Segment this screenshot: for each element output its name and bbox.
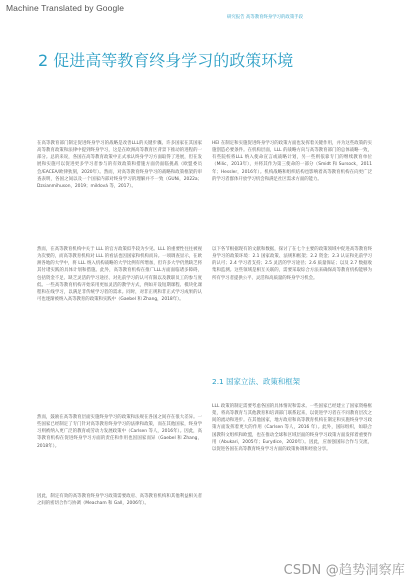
running-head: 研究报告 高等教育终身学习的政策手段 bbox=[226, 15, 303, 20]
body-paragraph-7: 因此，制定有效的高等教育终身学习政策需要政府、高等教育机构和其他利益相关者之间的密切合作与协调（Meacham 和 Gall，2006年）。 bbox=[37, 494, 202, 507]
csdn-watermark: CSDN @趋势洞察库 bbox=[283, 563, 405, 578]
body-paragraph-6: LLL 政策的制定需要考虑各国的具体情况和需求。一些国家已经建立了国家资格框架，将高等教育与其他教育和培训部门联系起来，以促进学习者在不同教育层次之间的流动和进步。在其他国家，地方政府和高等教育机构在制定和实施终身学习政策方面发挥着更大的作用（Carlsen 等人，2016 年）。此外，国际组织，如联合国教科文组织和欧盟，也在推动全球和区域层面的终身学习政策方面发挥着重要作用（Abukari，2005年；Eurydice，2020年）。因此，应加强国际合作与交流，以促进各国在高等教育终身学习方面的政策协调和经验分享。 bbox=[212, 404, 372, 452]
page-title: 2 促进高等教育终身学习的政策环境 bbox=[38, 50, 294, 70]
body-paragraph-2: HEI 在制定和实施促进终身学习的政策方面也发挥着关键作用，并为这些政策的实施创造必要条件。在机构层面，LLL 的战略方向与高等教育部门的总体战略一致，有些院校将LLL 纳入使命宣言或战略计划，另一些则依靠专门的继续教育单位（Milic，2013年），并将其作为第三使命的一部分（Smidt 和 Sursock，2011年；Hessler，2016年）。机构战略和组织结构也影响着高等教育机构在向更广泛的学习者群体开放学习机会和满足社区需求方面的能力。 bbox=[212, 141, 372, 182]
body-paragraph-1: 在高等教育部门制定促进终身学习的战略是改善LLL的关键步骤。许多国家在其国家高等教育政策和法律中提到终身学习，这是在欧洲高等教育区背景下推动的进程的一部分。总的来说，各国在高等教育政策中正式承认终身学习方面取得了进展，但在发展和实施可以促进更多学习者参与的有效政策和措施方面仍面临挑战（欧盟委员会/EACEA/欧律狄刻，2020年）。然而，对高等教育终身学习的战略和政策框架的审查表明，各国之间以及一个国家内部对终身学习的理解并不一致（GUNi，2022a；Dzsianmihuson，2019；mildová 等，2017）。 bbox=[37, 141, 202, 189]
body-paragraph-3: 然而，在高等教育机构中关于 LLL 的官方政策似乎较为少见。LLL 的重要性往往被视为次要的，而高等教育机构对 LLL 的看法也因国家和机构而异。一项调查显示，在欧洲各地的大学中，将 LLL 纳入机构战略的大学比例有所增加，但许多大学仍然缺乏将其付诸实践的具体计划和措施。此外，高等教育机构在推广LLL方面面临诸多障碍，包括资金不足、缺乏灵活的学习途径、对先前学习的认可有限以及教职员工的参与度低。一些高等教育机构开始采用更加灵活的教学方式，例如开设短期课程、模块化课程和在线学习，以满足非传统学习者的需求。同时，对非正规和非正式学习成果的认可也逐渐被纳入高等教育的政策和实践中（Gaebel 和 Zhang，2018年）。 bbox=[37, 247, 202, 303]
body-paragraph-5: 然而，鼓励在高等教育层面实施终身学习的政策和法规在各国之间存在很大差异。一些国家已经制定了专门针对高等教育终身学习的法律和政策，而在其他国家，终身学习则被纳入更广泛的教育或劳动力发展政策中（Carlsen 等人，2016年）。因此，高等教育机构在促进终身学习方面的责任和作用也因国家而异（Gaebel 和 Zhang，2018年）。 bbox=[37, 415, 202, 449]
body-paragraph-4: 以下各节根据现有的文献和数据，探讨了在七个主要的政策领域中促进高等教育终身学习的政策环境：2.1 国家政策、法规和框架；2.2 资金；2.3 认证和先前学习的认可；2.4 学习者支持；2.5 灵活的学习途径；2.6 质量保证；以及 2.7 数据收集和监测。这些领域是相互关联的，需要采取综合方法来确保高等教育机构能够为所有学习者提供公平、灵活和高质量的终身学习机会。 bbox=[212, 247, 372, 281]
machine-translated-banner: Machine Translated by Google bbox=[6, 3, 125, 13]
section-heading: 2.1 国家立法、政策和框架 bbox=[212, 377, 301, 386]
